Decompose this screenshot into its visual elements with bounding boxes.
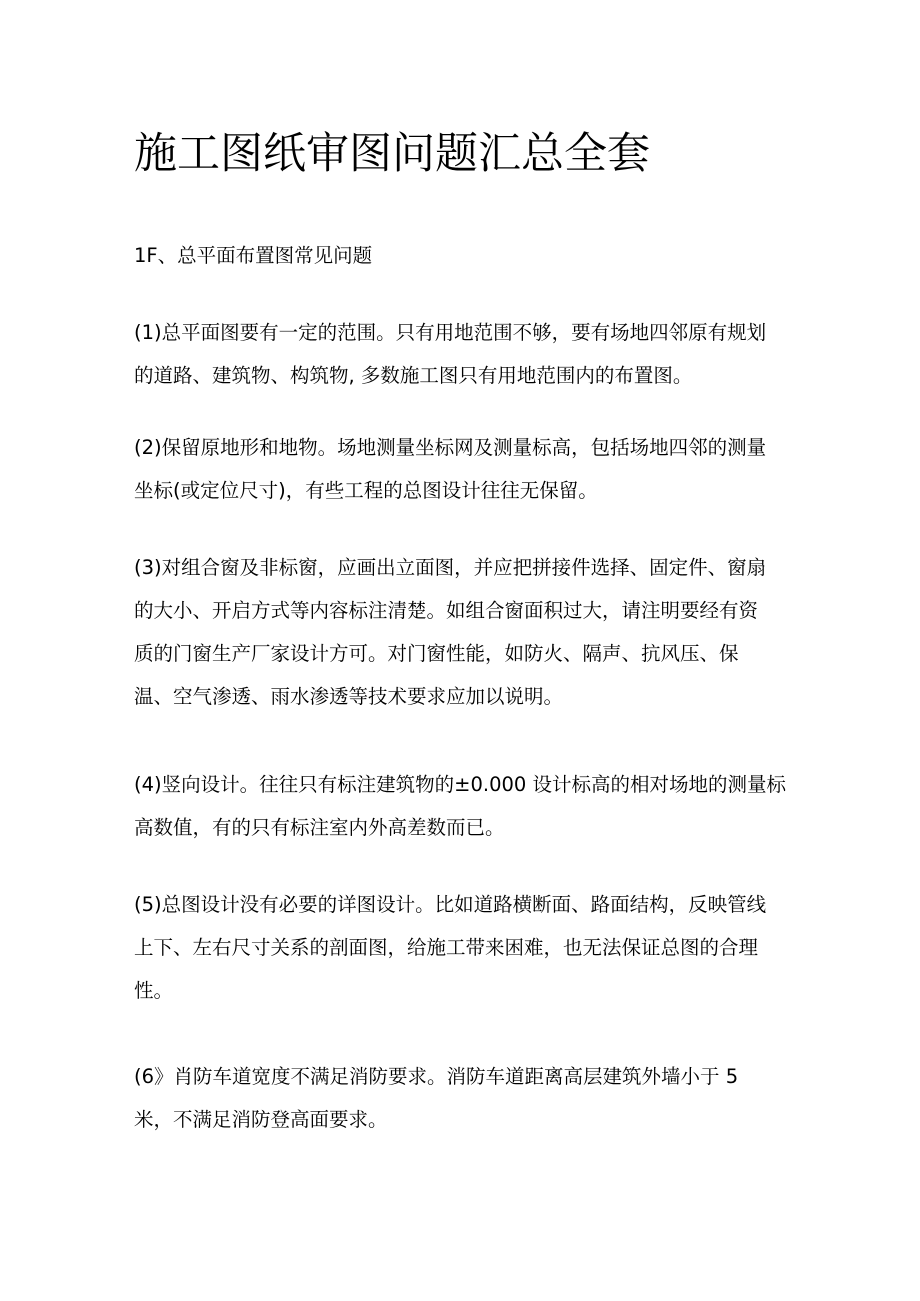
paragraph-1 (134, 311, 794, 397)
paragraph-line: (3)对组合窗及非标窗，应画出立面图，并应把拼接件选择、固定件、窗扇 (134, 556, 767, 579)
paragraph-line: 的大小、开启方式等内容标注清楚。如组合窗面积过大，请注明要经有资 (134, 599, 759, 622)
paragraph-line: (4)竖向设计。往往只有标注建筑物的±0.000 设计标高的相对场地的测量标 (134, 773, 786, 796)
paragraph-line: 温、空气渗透、雨水渗透等技术要求应加以说明。 (134, 685, 564, 708)
paragraph-line: (5)总图设计没有必要的详图设计。比如道路横断面、路面结构，反映管线 (134, 893, 767, 916)
paragraph-line: 米，不满足消防登高面要求。 (134, 1108, 388, 1131)
paragraph-line: 质的门窗生产厂家设计方可。对门窗性能，如防火、隔声、抗风压、保 (134, 642, 739, 665)
paragraph-line: (1)总平面图要有一定的范围。只有用地范围不够，要有场地四邻原有规划 (134, 321, 767, 344)
paragraph-2 (134, 426, 794, 512)
paragraph-line: (2)保留原地形和地物。场地测量坐标网及测量标高，包括场地四邻的测量 (134, 436, 767, 459)
paragraph-line: 的道路、建筑物、构筑物, 多数施工图只有用地范围内的布置图。 (134, 364, 693, 387)
paragraph-6 (134, 1055, 794, 1141)
section-heading: 1F、总平面布置图常见问题 (134, 244, 373, 267)
paragraph-3 (134, 546, 794, 718)
paragraph-line: 性。 (134, 979, 174, 1002)
paragraph-5 (134, 883, 794, 1012)
paragraph-4 (134, 763, 794, 849)
document-title: 施工图纸审图问题汇总全套 (134, 129, 650, 179)
paragraph-line: 高数值，有的只有标注室内外高差数而已。 (134, 816, 505, 839)
paragraph-line: 上下、左右尺寸关系的剖面图，给施工带来困难，也无法保证总图的合理 (134, 936, 759, 959)
paragraph-line: 坐标(或定位尺寸)，有些工程的总图设计往往无保留。 (134, 479, 598, 502)
paragraph-line: (6》肖防车道宽度不满足消防要求。消防车道距离高层建筑外墙小于 5 (134, 1065, 739, 1088)
